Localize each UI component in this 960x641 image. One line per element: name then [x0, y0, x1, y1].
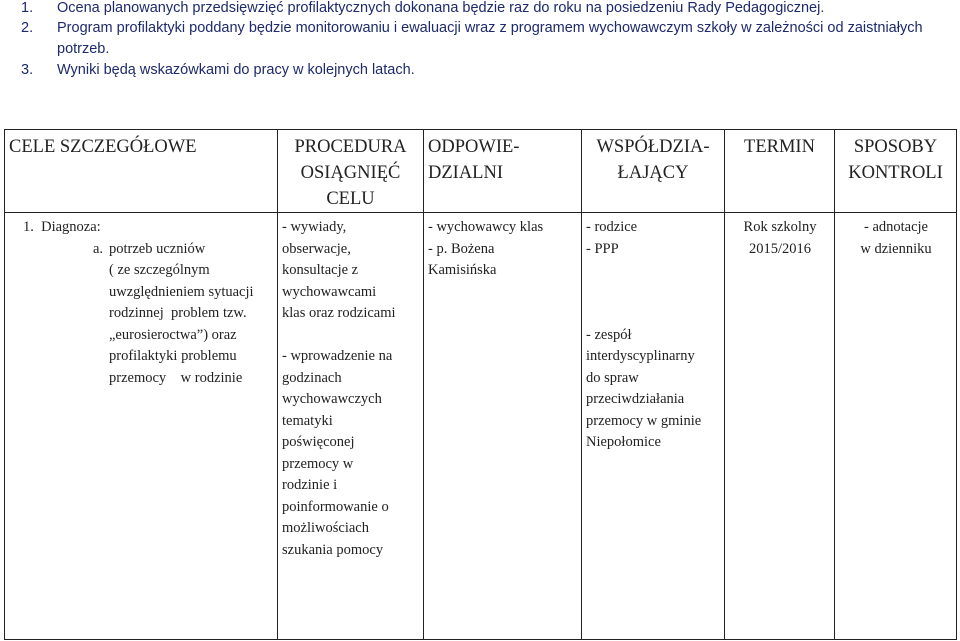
header-wspoldzialajacy: WSPÓŁDZIA- ŁAJĄCY — [582, 130, 725, 213]
intro-item-text: Program profilaktyki poddany będzie monitorowaniu i ewaluacji wraz z programem wychowawczym szkoły w zależności od zaistniałych — [57, 20, 923, 36]
cell-sposoby: - adnotacje w dzienniku — [835, 213, 957, 640]
intro-item-number: 2. — [21, 20, 34, 36]
intro-item-number: 1. — [21, 0, 34, 16]
header-cele: CELE SZCZEGÓŁOWE — [5, 130, 278, 213]
cell-wspoldzialajacy: - rodzice - PPP - zespół interdyscyplinarny do spraw przeciwdziałania przemocy w gminie Niepołomice — [582, 213, 725, 640]
header-termin: TERMIN — [725, 130, 835, 213]
cell-procedura: - wywiady, obserwacje, konsultacje z wychowawcami klas oraz rodzicami - wprowadzenie na godzinach wychowawczych tematyki poświęconej przemocy w rodzinie i poinformowanie o możliwościach szukania pomocy — [278, 213, 424, 640]
header-procedura: PROCEDURA OSIĄGNIĘĆ CELU — [278, 130, 424, 213]
diagnoza-subitem: a. potrzeb uczniów ( ze szczególnym uwzględnieniem sytuacji rodzinnej problem tzw. „eurosieroctwa”) oraz profilaktyki problemu przemocy w rodzinie — [93, 240, 254, 386]
table-header-row — [5, 130, 957, 213]
cell-cele — [5, 213, 278, 640]
intro-item-number: 3. — [21, 62, 34, 78]
table-row — [5, 213, 957, 640]
intro-item-text: potrzeb. — [57, 41, 110, 57]
cell-odpowiedzialni: - wychowawcy klas - p. Bożena Kamisińska — [424, 213, 582, 640]
prevention-plan-table — [4, 129, 957, 640]
intro-item-text: Wyniki będą wskazówkami do pracy w kolejnych latach. — [57, 62, 415, 78]
header-sposoby: SPOSOBY KONTROLI — [835, 130, 957, 213]
header-odpowiedzialni: ODPOWIE- DZIALNI — [424, 130, 582, 213]
intro-item-text: Ocena planowanych przedsięwzięć profilaktycznych dokonana będzie raz do roku na posiedzeniu Rady Pedagogicznej. — [57, 0, 825, 16]
diagnoza-title: 1. Diagnoza: — [23, 219, 101, 235]
cell-termin: Rok szkolny 2015/2016 — [725, 213, 835, 640]
